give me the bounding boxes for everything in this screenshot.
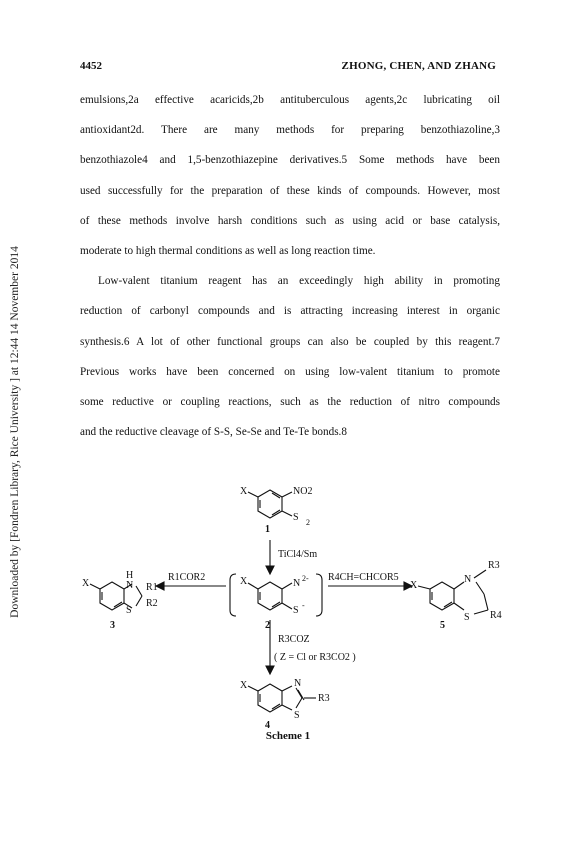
text-line: of these methods involve harsh conditions such as using acid or base catalysis, (80, 214, 500, 227)
page-number: 4452 (80, 60, 102, 72)
atom-s-5: S (464, 612, 470, 623)
text-line: reduction of carbonyl compounds and is attracting increasing interest in organic (80, 305, 500, 318)
benzene-ring-3 (100, 582, 124, 610)
text-line: and the reductive cleavage of S-S, Se-Se and Te-Te bonds.8 (80, 426, 347, 439)
running-head: ZHONG, CHEN, AND ZHANG (341, 60, 496, 72)
benzene-ring-2 (258, 582, 282, 610)
text-line: Previous works have been concerned on using low-valent titanium to promote (80, 365, 500, 378)
page-header (80, 60, 496, 78)
reagent-top: TiCl4/Sm (278, 549, 318, 560)
atom-r4-5: R4 (490, 610, 502, 621)
reagent-right: R4CH=CHCOR5 (328, 572, 399, 583)
text-line: used successfully for the preparation of these kinds of compounds. However, most (80, 184, 500, 197)
atom-r1-3: R1 (146, 582, 158, 593)
text-line: synthesis.6 A lot of other functional groups can also be coupled by this reagent.7 (80, 335, 500, 348)
atom-s-3: S (126, 605, 132, 616)
benzene-ring-1 (258, 490, 282, 518)
atom-x-4: X (240, 680, 248, 691)
atom-s-2: S (293, 605, 299, 616)
atom-h-3: H (126, 570, 134, 581)
text-line: emulsions,2a effective acaricids,2b antituberculous agents,2c lubricating oil (80, 94, 500, 106)
scheme-drawing (60, 470, 520, 730)
text-line: benzothiazole4 and 1,5-benzothiazepine derivatives.5 Some methods have been (80, 154, 500, 167)
reagent-bottom: R3COZ (278, 634, 310, 645)
atom-no2: NO2 (293, 486, 313, 497)
subscript-2: 2 (306, 518, 310, 527)
atom-x-1: X (240, 486, 248, 497)
text-line: antioxidant2d. There are many methods for preparing benzothiazoline,3 (80, 124, 500, 137)
atom-n-3: N (126, 580, 134, 591)
reagent-bottom-note: ( Z = Cl or R3CO2 ) (274, 652, 356, 663)
atom-r3-5: R3 (488, 560, 500, 571)
compound-label-2: 2 (265, 620, 270, 631)
s-charge: - (302, 601, 305, 610)
atom-s-1: S (293, 512, 299, 523)
reagent-left: R1COR2 (168, 572, 206, 583)
atom-r2-3: R2 (146, 598, 158, 609)
atom-r3-4: R3 (318, 693, 330, 704)
compound-label-4: 4 (265, 720, 270, 731)
benzene-ring-5 (430, 582, 454, 610)
atom-x-2: X (240, 576, 248, 587)
body-text (80, 90, 500, 452)
benzene-ring-4 (258, 684, 282, 712)
text-line: Low-valent titanium reagent has an exceedingly high ability in promoting (98, 275, 500, 288)
atom-n-2: N (293, 578, 301, 589)
atom-x-3: X (82, 578, 90, 589)
atom-n-4: N (294, 678, 302, 689)
text-line: moderate to high thermal conditions as well as long reaction time. (80, 244, 376, 257)
download-notice: Downloaded by [Fondren Library, Rice University ] at 12:44 14 November 2014 (9, 246, 21, 618)
compound-label-3: 3 (110, 620, 115, 631)
text-line: some reductive or coupling reactions, such as the reduction of nitro compounds (80, 395, 500, 408)
atom-s-4: S (294, 710, 300, 721)
scheme-caption: Scheme 1 (265, 730, 311, 742)
compound-label-5: 5 (440, 620, 445, 631)
atom-x-5: X (410, 580, 418, 591)
atom-n-5: N (464, 574, 472, 585)
compound-label-1: 1 (265, 524, 270, 535)
n-charge: 2- (302, 574, 309, 583)
reaction-scheme (60, 470, 520, 760)
